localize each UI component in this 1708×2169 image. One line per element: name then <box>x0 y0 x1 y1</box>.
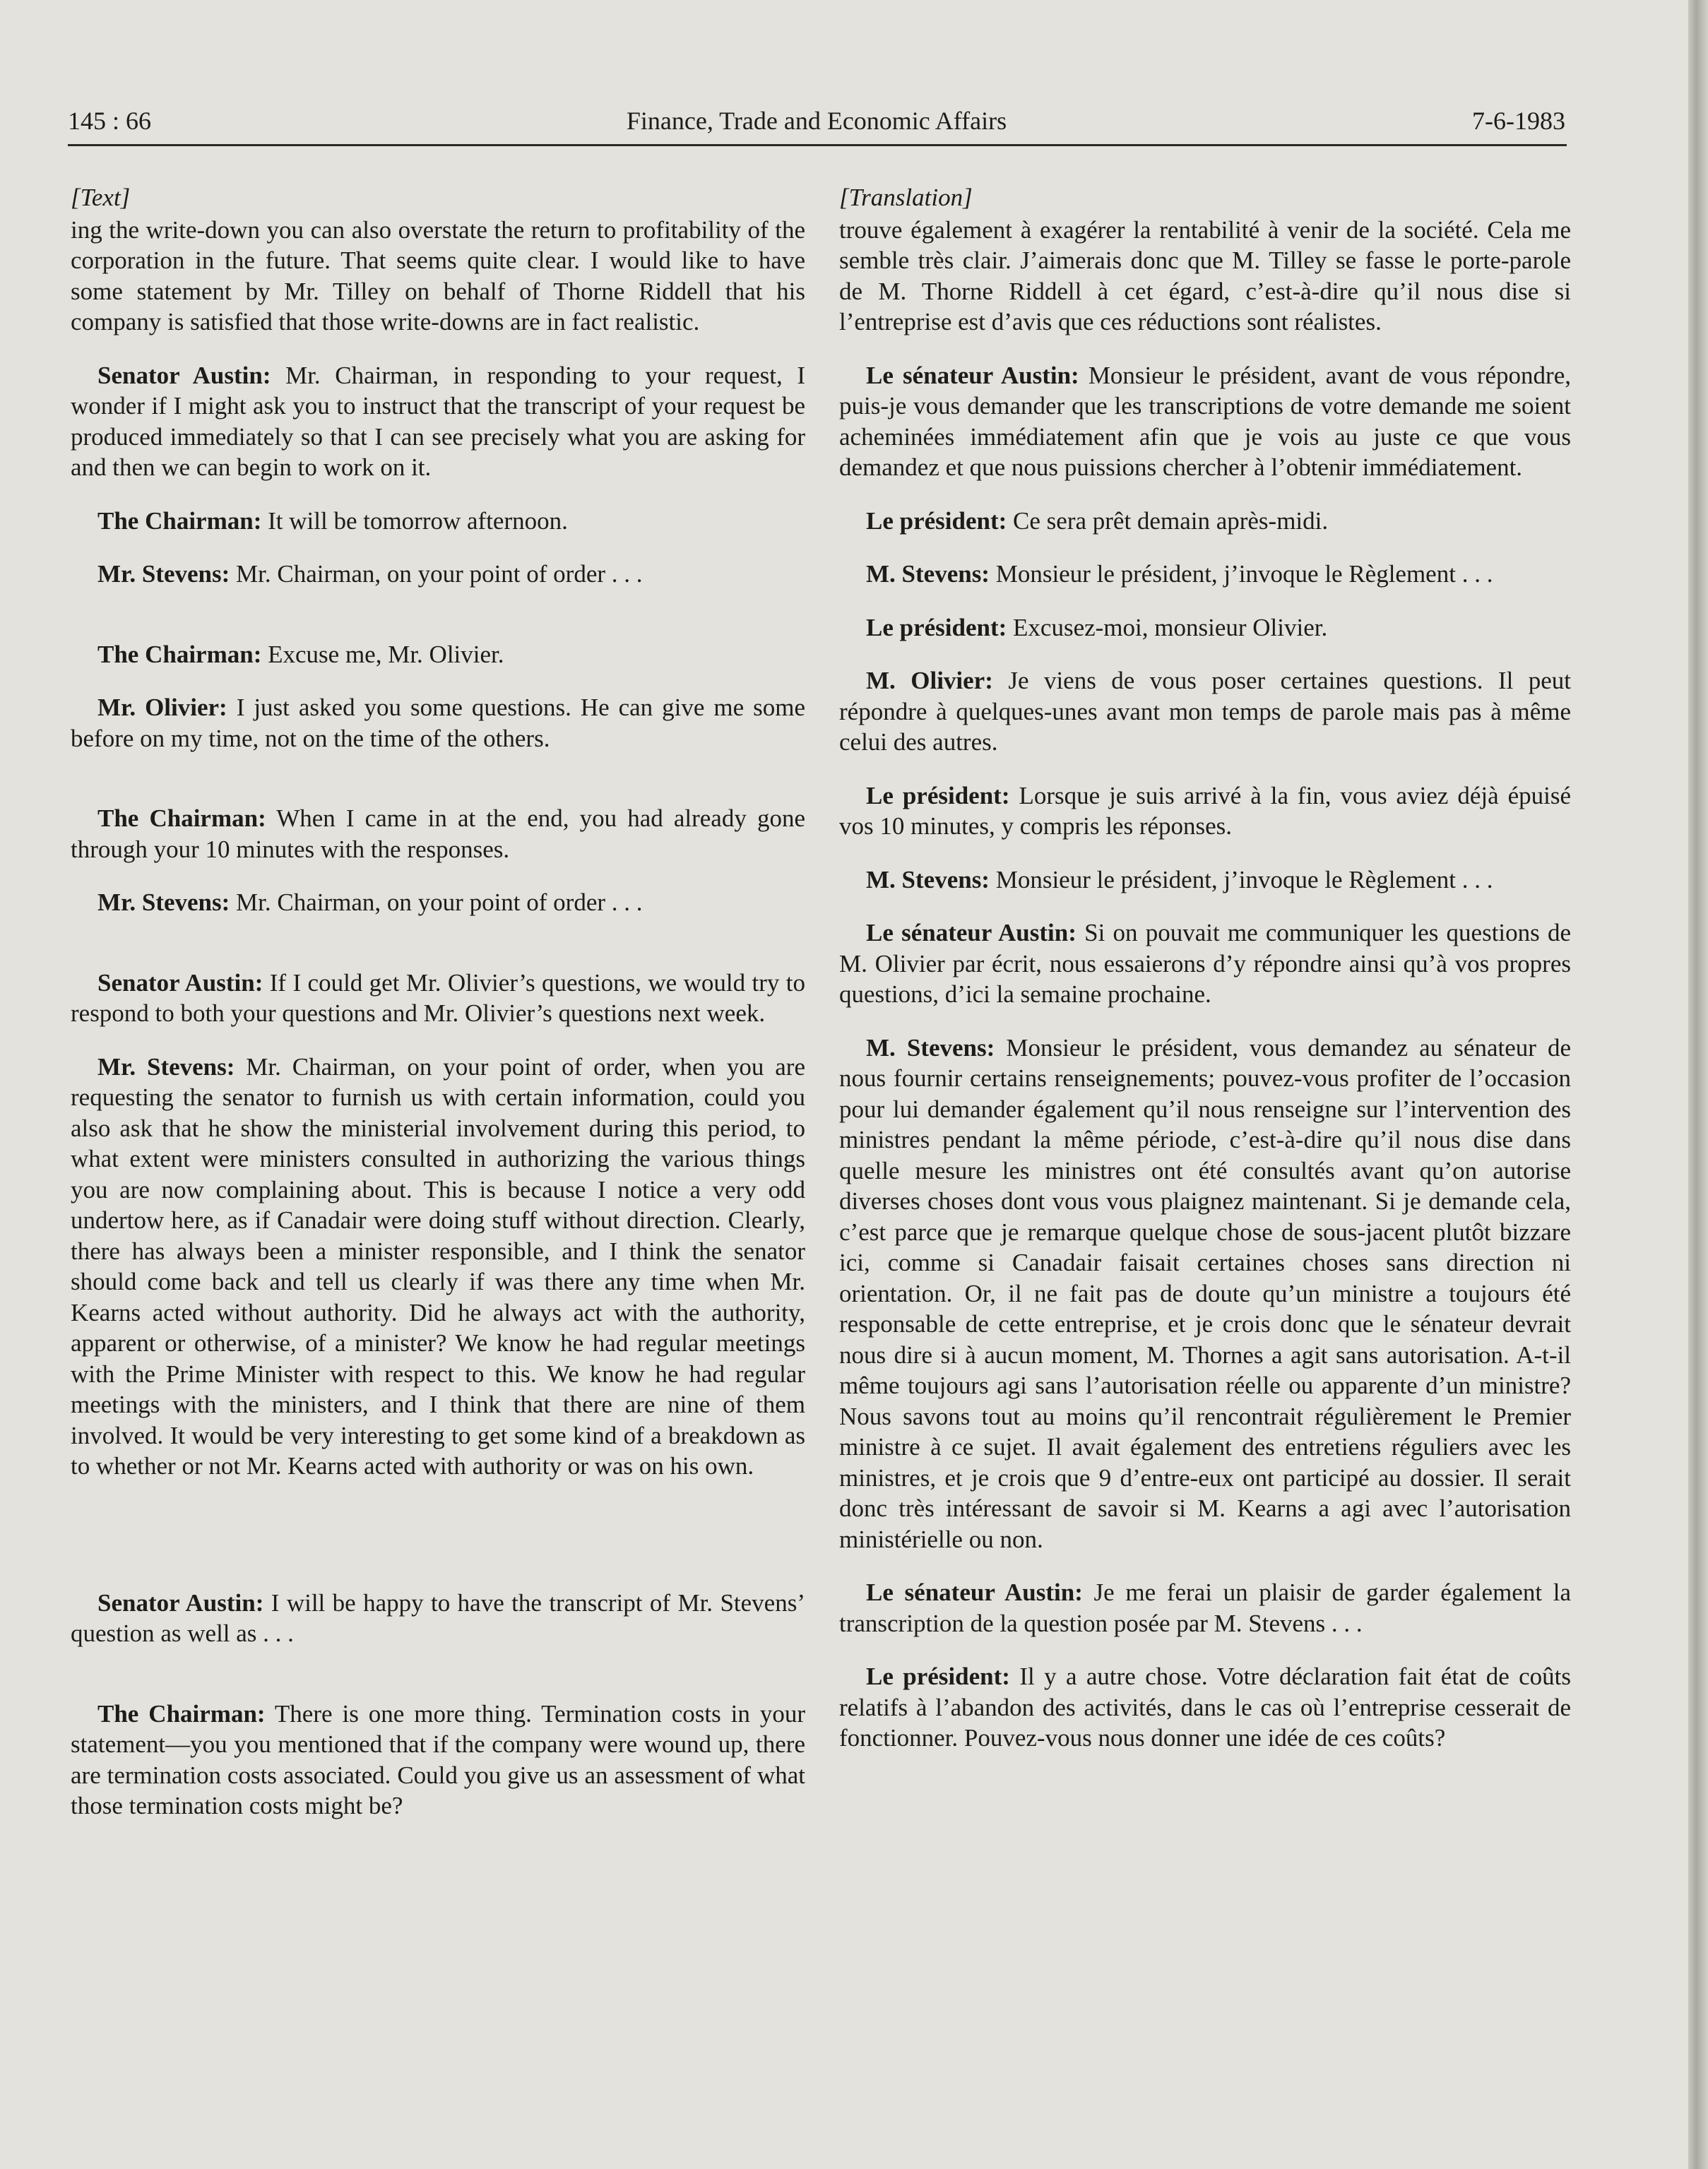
speaker-name: Le sénateur Austin: <box>866 919 1077 946</box>
speech <box>71 1052 805 1482</box>
speech-text: Je me ferai un plaisir de garder également la transcription de la question posée par M. Stevens . . . <box>839 1579 1571 1637</box>
speech-text: Mr. Chairman, on your point of order, when you are requesting the senator to furnish us with certain information, could you also ask that he show the ministerial involvement during this period, to what extent were ministers consulted in authorizing the various things you are now complaining about. This is because I notice a very odd undertow here, as if Canadair were doing stuff without direction. Clearly, there has always been a minister responsible, and I think the senator should come back and tell us clearly if was there any time when Mr. Kearns acted without authority. Did he always act with the authority, apparent or otherwise, of a minister? We know he had regular meetings with the Prime Minister with respect to this. We know he had regular meetings with the ministers, and I think that there are nine of them involved. It would be very interesting to get some kind of a breakdown as to whether or not Mr. Kearns acted with authority or was on his own. <box>71 1052 805 1480</box>
speaker-name: Senator Austin: <box>97 968 263 997</box>
text-tag: [Text] <box>71 184 131 211</box>
header-rule <box>68 144 1567 146</box>
speaker-name: Mr. Stevens: <box>97 889 230 916</box>
page-edge <box>1688 0 1708 2169</box>
speaker-name: Le président: <box>866 613 1007 641</box>
speech-text: There is one more thing. Termination costs in your statement—you you mentioned that if the company were wound up, there are termination costs associated. Could you give us an assessment of what those termination costs might be? <box>71 1699 805 1819</box>
speaker-name: Le président: <box>866 781 1010 809</box>
speaker-name: The Chairman: <box>97 804 266 832</box>
speech <box>839 780 1571 842</box>
speaker-name: Mr. Stevens: <box>97 560 230 588</box>
speaker-name: Le sénateur Austin: <box>866 1579 1083 1606</box>
speaker-name: The Chairman: <box>97 506 262 535</box>
speech-text: Lorsque je suis arrivé à la fin, vous aviez déjà épuisé vos 10 minutes, y compris les réponses. <box>839 781 1571 840</box>
speech-text: When I came in at the end, you had already gone through your 10 minutes with the responses. <box>71 804 805 863</box>
speech-text: Excuse me, Mr. Olivier. <box>268 640 504 668</box>
speech-text: Excusez-moi, monsieur Olivier. <box>1013 613 1328 641</box>
speech <box>839 612 1571 643</box>
page-number: 145 : 66 <box>68 107 152 135</box>
speaker-name: The Chairman: <box>97 1699 266 1728</box>
speech-text: Mr. Chairman, on your point of order . . . <box>236 560 643 588</box>
speaker-name: Senator Austin: <box>97 361 271 389</box>
speech-text: If I could get Mr. Olivier’s questions, we would try to respond to both your questions and Mr. Olivier’s questions next week. <box>71 968 805 1027</box>
speech <box>839 1661 1571 1754</box>
speaker-name: The Chairman: <box>97 640 262 668</box>
speech <box>71 1699 805 1822</box>
speech-text: Il y a autre chose. Votre déclaration fait état de coûts relatifs à l’abandon des activités, dans le cas où l’entreprise cesserait de fonctionner. Pouvez-vous nous donner une idée de ces coûts? <box>839 1663 1571 1752</box>
speaker-name: Le sénateur Austin: <box>866 361 1079 389</box>
english-column <box>71 182 805 1822</box>
speaker-name: Le président: <box>866 1663 1010 1690</box>
speech <box>839 1577 1571 1639</box>
speaker-name: M. Olivier: <box>866 667 993 694</box>
speaker-name: Mr. Stevens: <box>97 1052 235 1081</box>
speech-text: Mr. Chairman, on your point of order . . . <box>236 889 643 916</box>
speaker-name: Mr. Olivier: <box>97 694 227 721</box>
speech <box>71 360 805 483</box>
speech <box>839 917 1571 1010</box>
speech <box>839 864 1571 896</box>
speech-text: Monsieur le président, vous demandez au sénateur de nous fournir certains renseignements; pouvez-vous profiter de l’occasion pour lui demander également qu’il nous renseigne sur l’intervention des ministres pendant la même période, c’est-à-dire qu’il nous dise dans quelle mesure les ministres ont été consultés avant qu’on autorise diverses choses dont vous vous plaignez maintenant. Si je demande cela, c’est parce que je remarque quelque chose de sous-jacent plutôt bizzare ici, comme si Canadair faisait certaines choses sans direction ni orientation. Or, il ne fait pas de doute qu’un ministre a toujours été responsable de cette entreprise, et je crois donc que le sénateur devrait nous dire si à aucun moment, M. Thornes a agit sans autorisation. A-t-il même toujours agi sans l’autorisation réelle ou apparente d’un ministre? Nous savons tout au moins qu’il rencontrait régulièrement le Premier ministre à ce sujet. Il avait également des entretiens réguliers avec les ministres, et je crois que 9 d’entre-eux ont participé au dossier. Il serait donc très intéressant de savoir si M. Kearns a agi avec l’autorisation ministérielle ou non. <box>839 1033 1571 1553</box>
speech-text: Mr. Chairman, in responding to your request, I wonder if I might ask you to instruct that the transcript of your request be produced immediately so that I can see precisely what you are asking for and then we can begin to work on it. <box>71 361 805 481</box>
speech <box>839 665 1571 758</box>
speaker-name: M. Stevens: <box>866 1033 995 1062</box>
speech <box>71 692 805 754</box>
continuation-paragraph: trouve également à exagérer la rentabilité à venir de la société. Cela me semble très clair. J’aimerais donc que M. Tilley se fasse le porte-parole de M. Thorne Riddell à cet égard, c’est-à-dire qu’il nous dise si l’entreprise est d’avis que ces réductions sont réalistes. <box>839 215 1571 335</box>
speech-text: Si on pouvait me communiquer les questions de M. Olivier par écrit, nous essaierons d’y répondre ainsi qu’à vos propres questions, d’ici la semaine prochaine. <box>839 919 1571 1008</box>
speech <box>839 506 1571 537</box>
speech <box>71 887 805 918</box>
speech <box>71 1588 805 1649</box>
header-title: Finance, Trade and Economic Affairs <box>626 107 1007 135</box>
speech-text: It will be tomorrow afternoon. <box>268 506 568 535</box>
speaker-name: M. Stevens: <box>866 560 990 588</box>
speech <box>71 506 805 537</box>
speech <box>71 803 805 864</box>
speech <box>839 1033 1571 1555</box>
speaker-name: M. Stevens: <box>866 865 990 893</box>
speech <box>71 639 805 670</box>
speech-text: Monsieur le président, j’invoque le Règlement . . . <box>995 560 1493 588</box>
speech <box>71 559 805 590</box>
speaker-name: Senator Austin: <box>97 1588 264 1617</box>
speech-text: I just asked you some questions. He can give me some before on my time, not on the time of the others. <box>71 694 806 752</box>
speech-text: Monsieur le président, j’invoque le Règlement . . . <box>995 865 1493 893</box>
speech <box>839 559 1571 590</box>
running-head <box>68 106 1565 145</box>
translation-tag: [Translation] <box>839 184 973 211</box>
speech-text: Ce sera prêt demain après-midi. <box>1013 506 1329 535</box>
header-date: 7-6-1983 <box>1472 107 1565 135</box>
speech-text: Je viens de vous poser certaines questions. Il peut répondre à quelques-unes avant mon temps de parole mais pas à même celui des autres. <box>839 667 1572 756</box>
french-column <box>839 182 1571 1754</box>
speech-text: Monsieur le président, avant de vous répondre, puis-je vous demander que les transcriptions de votre demande me soient acheminées immédiatement afin que je vois au juste ce que vous demandez et que nous puissions chercher à l’obtenir immédiatement. <box>839 361 1571 481</box>
speech <box>71 968 805 1029</box>
speech-text: I will be happy to have the transcript of Mr. Stevens’ question as well as . . . <box>71 1588 805 1647</box>
speech <box>839 360 1571 483</box>
continuation-paragraph: ing the write-down you can also overstate the return to profitability of the corporation in the future. That seems quite clear. I would like to have some statement by Mr. Tilley on behalf of Thorne Riddell that his company is satisfied that those write-downs are in fact realistic. <box>71 215 805 335</box>
speaker-name: Le président: <box>866 506 1007 535</box>
